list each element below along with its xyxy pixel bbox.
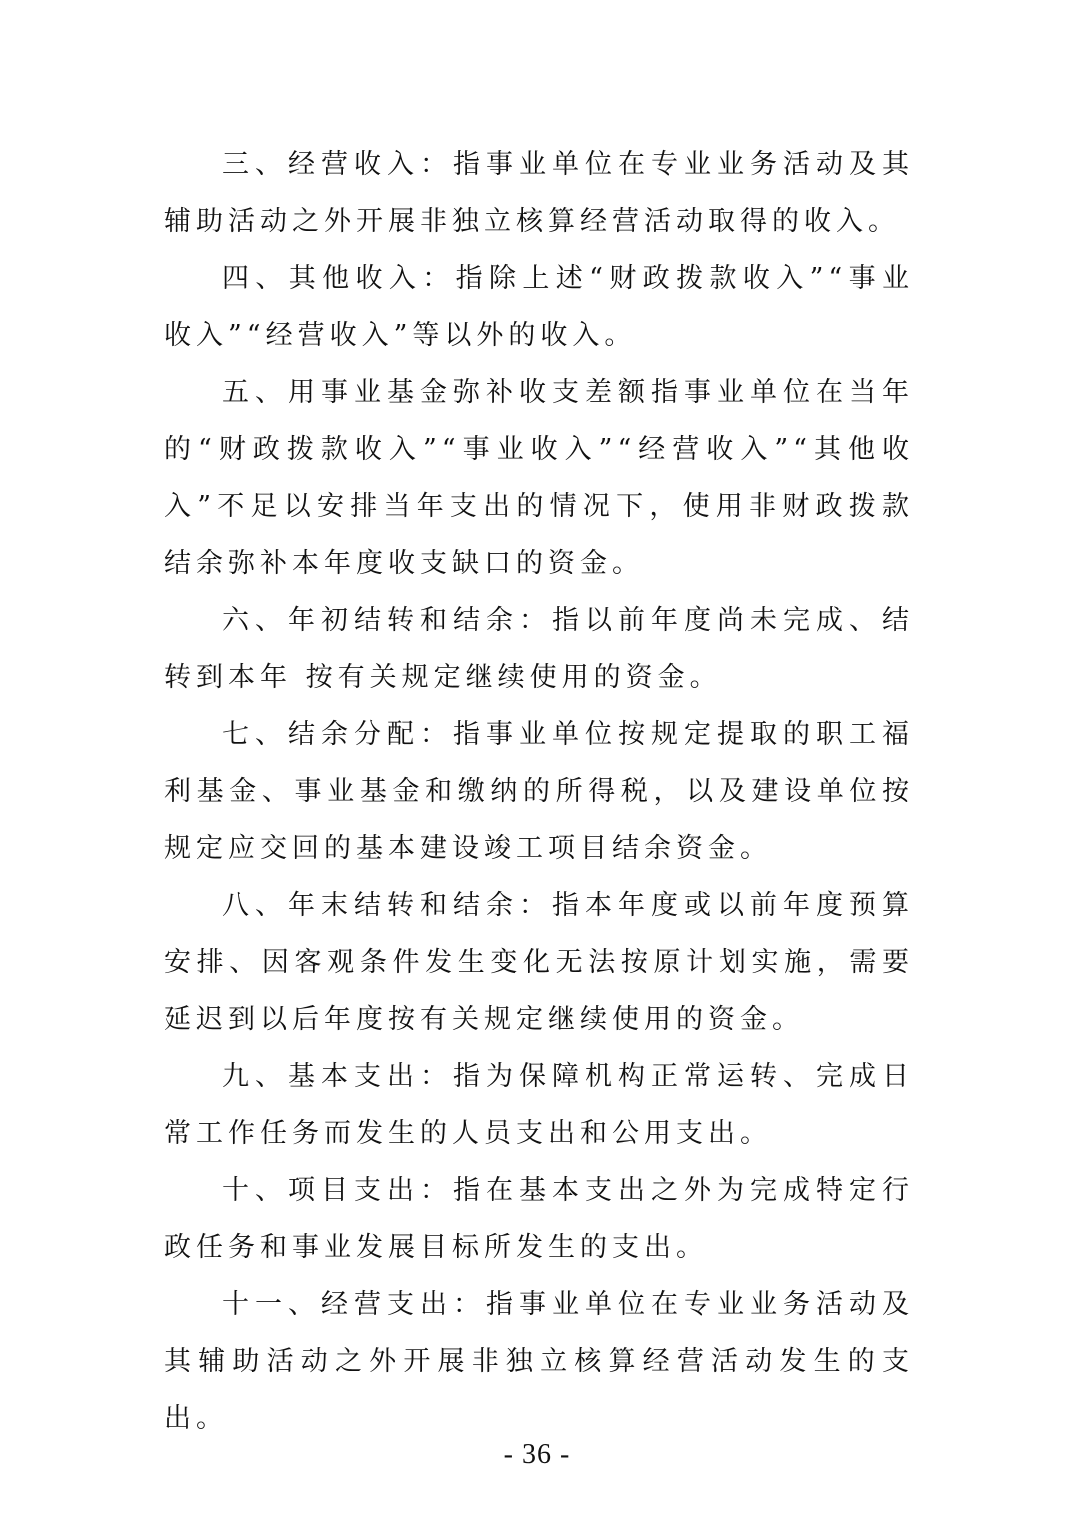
page-number: - 36 -	[503, 1439, 571, 1470]
paragraph-fund-offset: 五、用事业基金弥补收支差额指事业单位在当年的“财政拨款收入”“事业收入”“经营收入”“其他收入”不足以安排当年支出的情况下，使用非财政拨款结余弥补本年度收支缺口的资金。	[164, 377, 914, 579]
paragraph-surplus-distribution: 七、结余分配：指事业单位按规定提取的职工福利基金、事业基金和缴纳的所得税，以及建设单位按规定应交回的基本建设竣工项目结余资金。	[164, 719, 914, 864]
paragraph-other-income: 四、其他收入：指除上述“财政拨款收入”“事业收入”“经营收入”等以外的收入。	[164, 263, 914, 351]
document-body	[164, 136, 914, 1447]
paragraph-operating-expenditure: 十一、经营支出：指事业单位在专业业务活动及其辅助活动之外开展非独立核算经营活动发生的支出。	[164, 1289, 914, 1434]
paragraph-closing-balance: 八、年末结转和结余：指本年度或以前年度预算安排、因客观条件发生变化无法按原计划实施，需要延迟到以后年度按有关规定继续使用的资金。	[164, 890, 914, 1035]
paragraph-opening-balance: 六、年初结转和结余：指以前年度尚未完成、结转到本年 按有关规定继续使用的资金。	[164, 605, 914, 693]
paragraph-basic-expenditure: 九、基本支出：指为保障机构正常运转、完成日常工作任务而发生的人员支出和公用支出。	[164, 1061, 914, 1149]
paragraph-project-expenditure: 十、项目支出：指在基本支出之外为完成特定行政任务和事业发展目标所发生的支出。	[164, 1175, 914, 1263]
paragraph-operating-income: 三、经营收入：指事业单位在专业业务活动及其辅助活动之外开展非独立核算经营活动取得的收入。	[164, 149, 914, 237]
